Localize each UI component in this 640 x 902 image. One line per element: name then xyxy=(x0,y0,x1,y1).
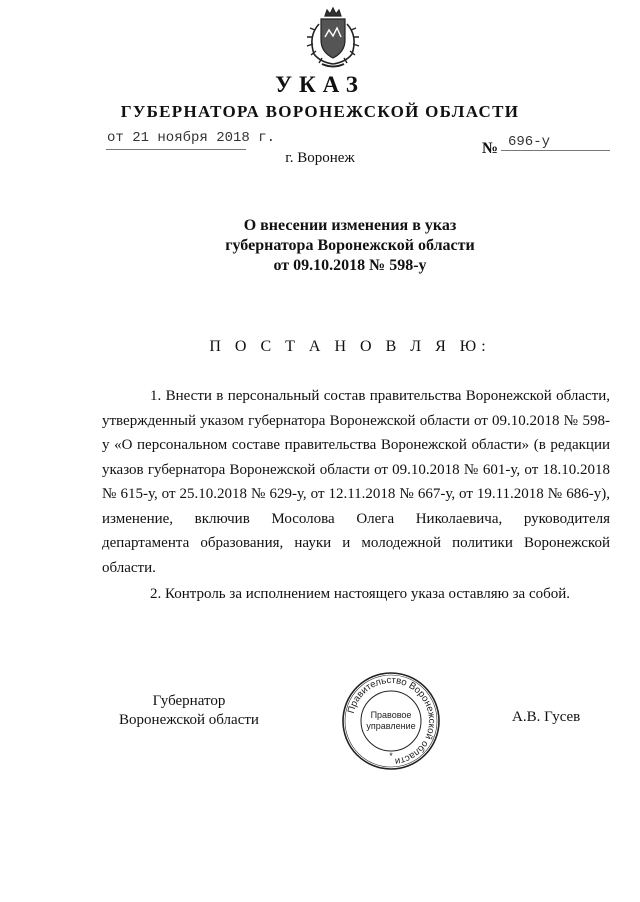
round-seal-icon xyxy=(340,670,442,772)
seal-center-line: управление xyxy=(366,721,416,731)
seal-ring-text: Правительство Воронежской области xyxy=(345,674,438,767)
number-label: № xyxy=(482,140,499,157)
signatory-name: А.В. Гусев xyxy=(512,709,581,725)
decree-date: от 21 ноября 2018 г. xyxy=(107,130,276,146)
heading-line: от 09.10.2018 № 598-у xyxy=(273,257,427,274)
signatory-title-line: Воронежской области xyxy=(119,712,259,728)
coat-of-arms-icon xyxy=(300,6,366,70)
signatory-title xyxy=(114,692,264,730)
decree-number: 696-у xyxy=(508,134,551,150)
decree-body xyxy=(102,384,610,607)
decree-item: 1. Внести в персональный состав правительства Воронежской области, утвержденный указом губернатора Воронежской области от 09.10.2018 № 598-у «О персональном составе правительства Воронежской области» (в редакции указов губернатора Воронежской области от 09.10.2018 № 601-у, от 18.10.2018 № 615-у, от 25.10.2018 № 629-у, от 12.11.2018 № 667-у, от 19.11.2018 № 686-у), изменение, включив Мосолова Олега Николаевича, руководителя департамента образования, науки и молодежной политики Воронежской области. xyxy=(102,388,610,576)
decree-item: 2. Контроль за исполнением настоящего указа оставляю за собой. xyxy=(150,586,571,602)
heading-line: О внесении изменения в указ xyxy=(243,217,457,234)
document-title: УКАЗ xyxy=(275,72,365,97)
heading-line: губернатора Воронежской области xyxy=(225,237,475,254)
document-subtitle: ГУБЕРНАТОРА ВОРОНЕЖСКОЙ ОБЛАСТИ xyxy=(120,102,520,121)
seal-center-line: Правовое xyxy=(370,710,412,720)
seal-star: * xyxy=(389,751,393,761)
decree-city: г. Воронеж xyxy=(285,150,355,166)
decree-operative-word: П О С Т А Н О В Л Я Ю: xyxy=(209,338,491,355)
signatory-title-line: Губернатор xyxy=(152,693,226,709)
decree-heading xyxy=(0,216,640,276)
